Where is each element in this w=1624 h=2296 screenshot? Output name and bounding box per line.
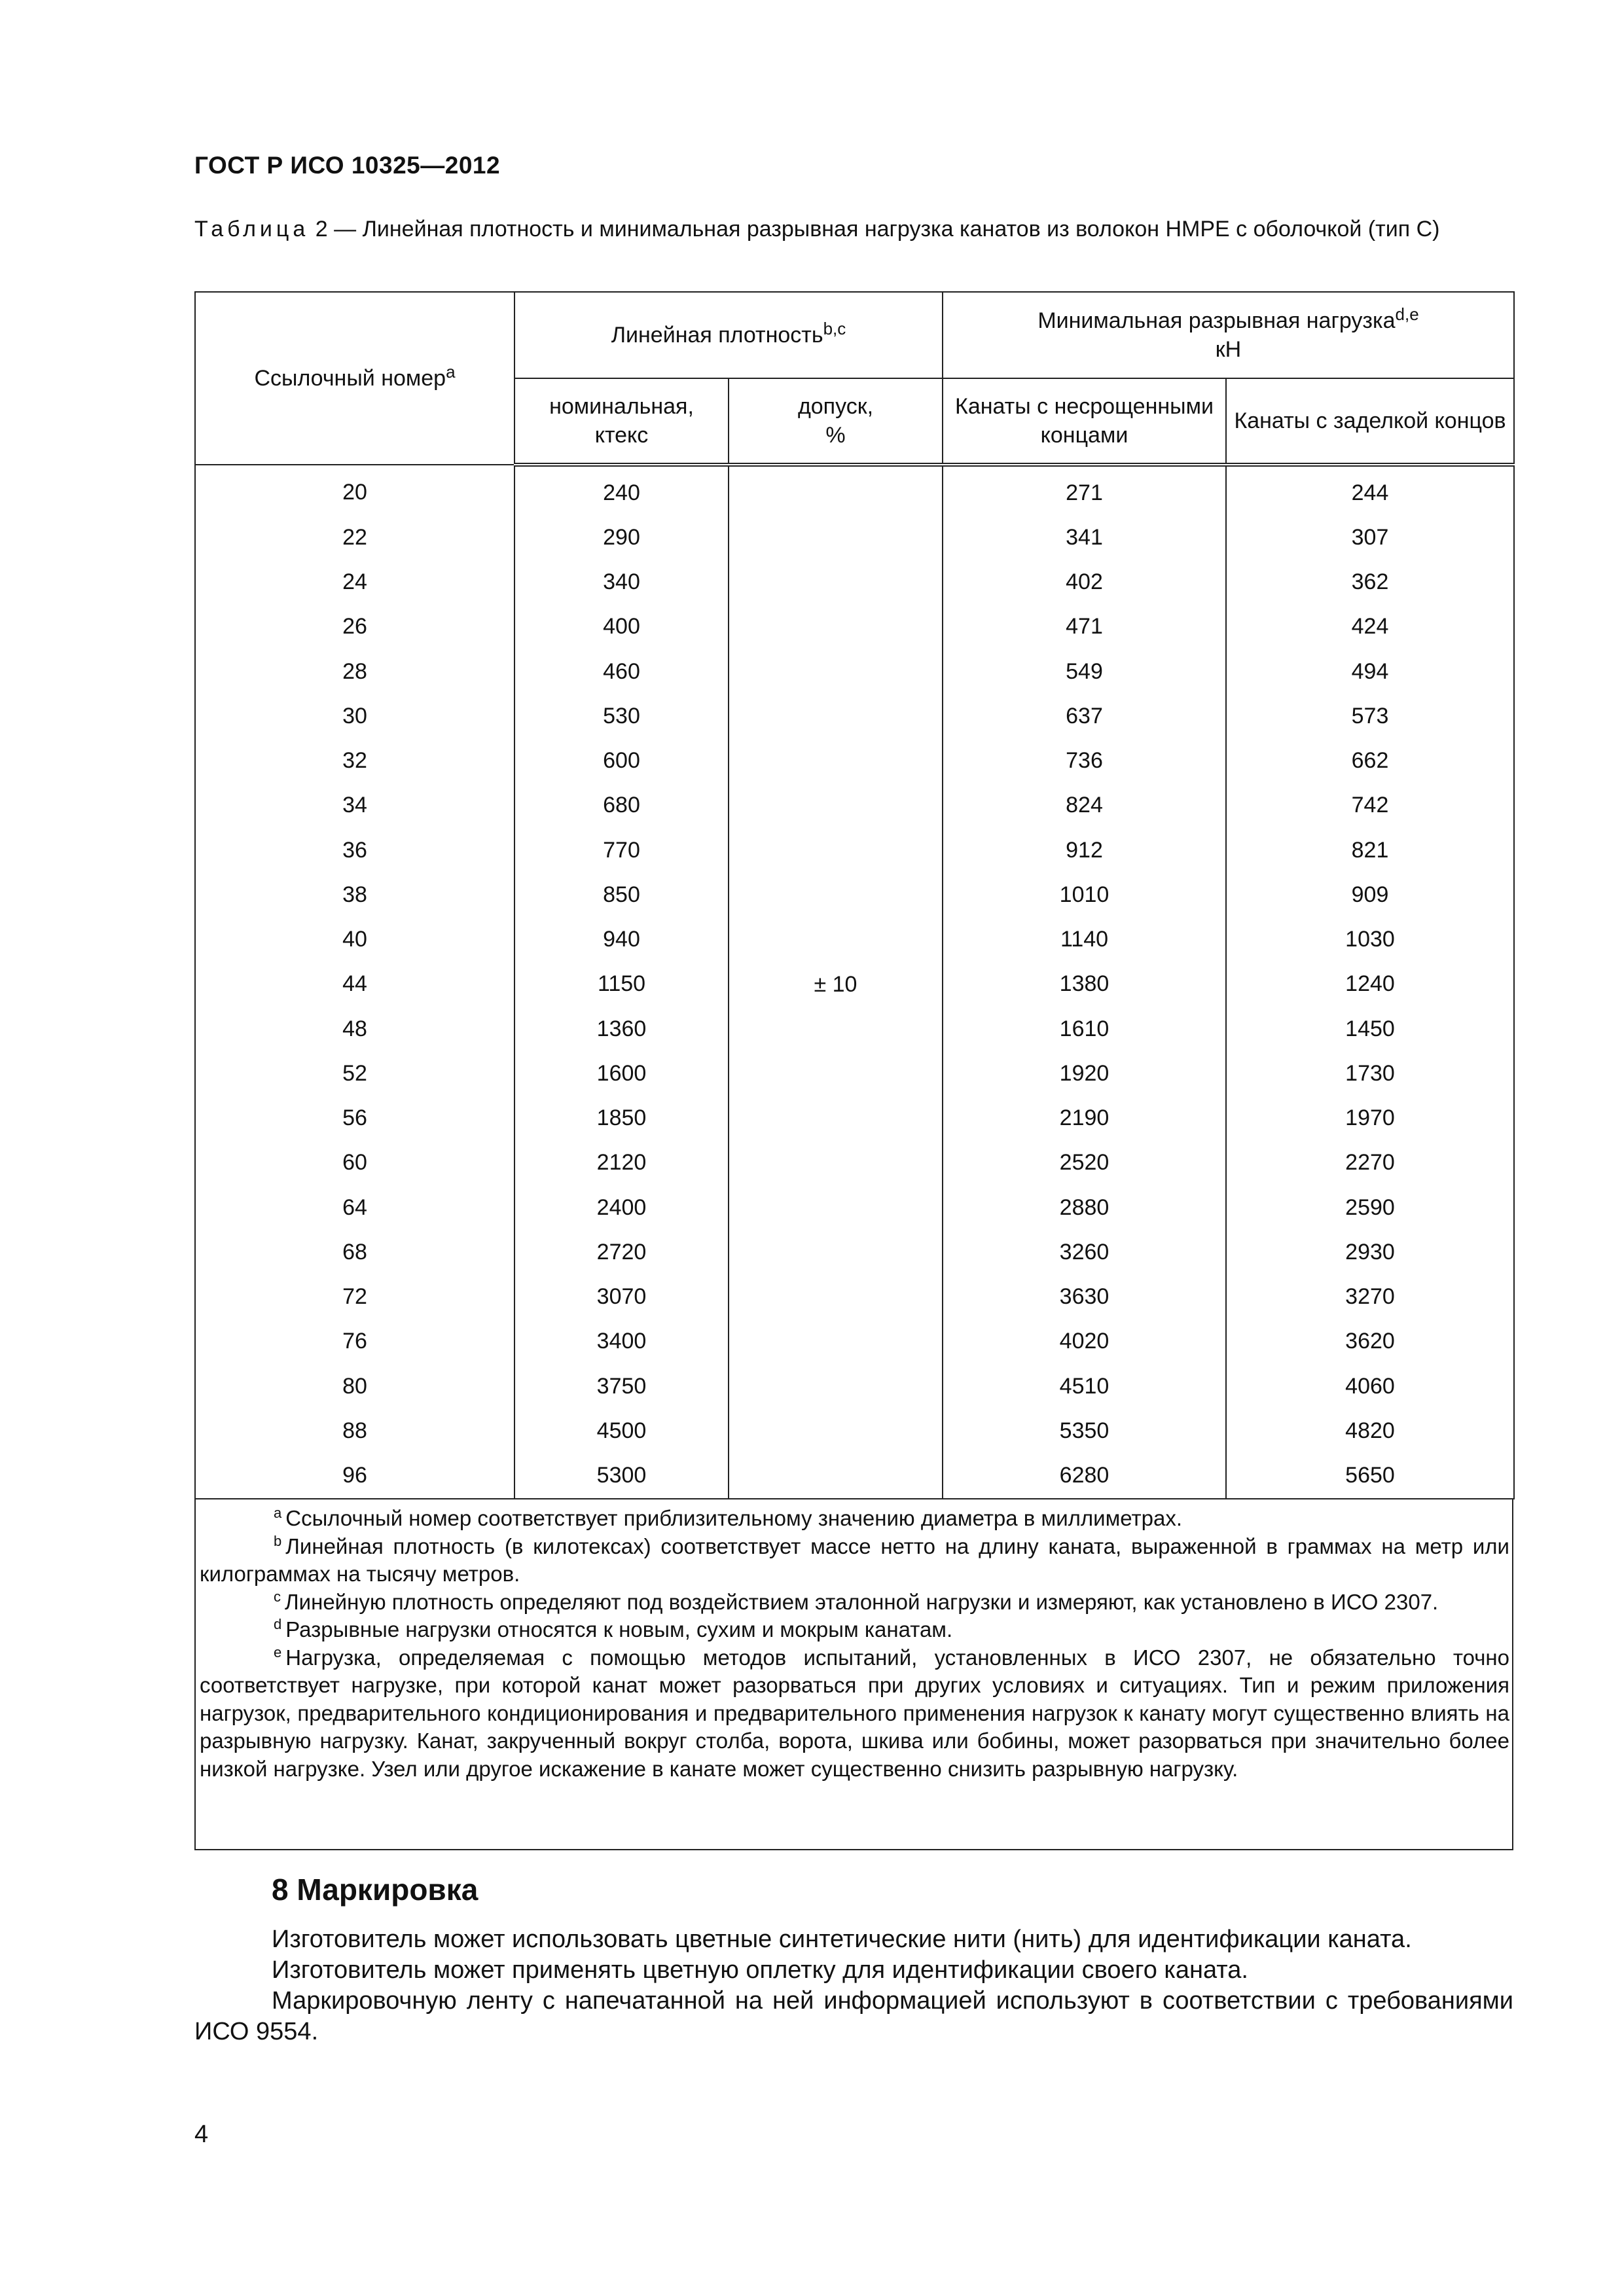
cell-nominal-density: 1360 bbox=[514, 1007, 729, 1051]
header-min-breaking-load: Минимальная разрывная нагрузка$^{d,e}$ кН bbox=[943, 292, 1514, 378]
cell-unspliced-load: 4510 bbox=[943, 1364, 1226, 1408]
cell-unspliced-load: 1380 bbox=[943, 962, 1226, 1007]
cell-ref-number: 68 bbox=[195, 1230, 514, 1274]
cell-unspliced-load: 402 bbox=[943, 560, 1226, 605]
cell-nominal-density: 290 bbox=[514, 515, 729, 560]
cell-spliced-load: 1730 bbox=[1226, 1051, 1514, 1096]
cell-ref-number: 26 bbox=[195, 605, 514, 649]
cell-spliced-load: 821 bbox=[1226, 828, 1514, 872]
cell-unspliced-load: 824 bbox=[943, 783, 1226, 828]
cell-unspliced-load: 5350 bbox=[943, 1408, 1226, 1453]
footnote bbox=[200, 1644, 1509, 1784]
cell-unspliced-load: 637 bbox=[943, 694, 1226, 738]
cell-ref-number: 40 bbox=[195, 918, 514, 962]
footnote-mark: e bbox=[274, 1643, 282, 1660]
cell-spliced-load: 3620 bbox=[1226, 1319, 1514, 1364]
cell-nominal-density: 2400 bbox=[514, 1185, 729, 1230]
cell-spliced-load: 1030 bbox=[1226, 918, 1514, 962]
cell-ref-number: 32 bbox=[195, 739, 514, 783]
cell-ref-number: 38 bbox=[195, 872, 514, 917]
cell-spliced-load: 1970 bbox=[1226, 1096, 1514, 1141]
cell-nominal-density: 680 bbox=[514, 783, 729, 828]
cell-ref-number: 22 bbox=[195, 515, 514, 560]
table-caption bbox=[194, 215, 1500, 243]
footnote-ref-a: a bbox=[446, 362, 456, 382]
cell-spliced-load: 2270 bbox=[1226, 1141, 1514, 1185]
cell-ref-number: 52 bbox=[195, 1051, 514, 1096]
cell-unspliced-load: 1010 bbox=[943, 872, 1226, 917]
cell-unspliced-load: 2520 bbox=[943, 1141, 1226, 1185]
paragraph: Изготовитель может применять цветную оплетку для идентификации своего каната. bbox=[272, 1956, 1248, 1984]
cell-nominal-density: 400 bbox=[514, 605, 729, 649]
cell-unspliced-load: 549 bbox=[943, 649, 1226, 694]
cell-ref-number: 88 bbox=[195, 1408, 514, 1453]
cell-spliced-load: 1450 bbox=[1226, 1007, 1514, 1051]
cell-nominal-density: 240 bbox=[514, 465, 729, 515]
cell-nominal-density: 1600 bbox=[514, 1051, 729, 1096]
cell-nominal-density: 1850 bbox=[514, 1096, 729, 1141]
cell-ref-number: 96 bbox=[195, 1454, 514, 1499]
footnote-mark: a bbox=[274, 1505, 282, 1521]
cell-unspliced-load: 471 bbox=[943, 605, 1226, 649]
cell-spliced-load: 2590 bbox=[1226, 1185, 1514, 1230]
footnote-mark: d bbox=[274, 1616, 282, 1632]
cell-nominal-density: 3400 bbox=[514, 1319, 729, 1364]
caption-text: — Линейная плотность и минимальная разрывная нагрузка канатов из волокон HMPE с оболочкой (тип С) bbox=[334, 217, 1440, 242]
cell-nominal-density: 5300 bbox=[514, 1454, 729, 1499]
footnote-mark: c bbox=[274, 1588, 281, 1605]
cell-spliced-load: 362 bbox=[1226, 560, 1514, 605]
footnote-text: Ссылочный номер соответствует приблизительному значению диаметра в миллиметрах. bbox=[285, 1506, 1183, 1530]
cell-tolerance: ± 10 bbox=[729, 465, 943, 1499]
footnote-text: Линейную плотность определяют под воздействием эталонной нагрузки и измеряют, как установлено в ИСО 2307. bbox=[285, 1589, 1439, 1614]
footnote-ref-de: d,e bbox=[1395, 304, 1419, 324]
cell-spliced-load: 742 bbox=[1226, 783, 1514, 828]
cell-unspliced-load: 1610 bbox=[943, 1007, 1226, 1051]
footnote-ref-bc: b,c bbox=[823, 319, 846, 338]
header-unit-kn: кН bbox=[1215, 337, 1242, 362]
cell-nominal-density: 2120 bbox=[514, 1141, 729, 1185]
footnote bbox=[200, 1616, 1509, 1644]
cell-unspliced-load: 6280 bbox=[943, 1454, 1226, 1499]
cell-nominal-density: 4500 bbox=[514, 1408, 729, 1453]
cell-ref-number: 64 bbox=[195, 1185, 514, 1230]
cell-nominal-density: 3070 bbox=[514, 1275, 729, 1319]
cell-nominal-density: 940 bbox=[514, 918, 729, 962]
paragraph: Маркировочную ленту с напечатанной на ней информацией используют в соответствии с требованиями ИСО 9554. bbox=[194, 1987, 1513, 2045]
cell-nominal-density: 530 bbox=[514, 694, 729, 738]
footnote-text: Нагрузка, определяемая с помощью методов испытаний, установленных в ИСО 2307, не обязательно точно соответствует нагрузке, при которой канат может разорваться при других условиях и ситуациях. Тип и режим приложения нагрузок, предварительного кондиционирования и предварительного применения нагрузок к канату могут существенно влиять на разрывную нагрузку. Канат, закрученный вокруг столба, ворота, шкива или бобины, может разорваться при значительно более низкой нагрузке. Узел или другое искажение в канате может существенно снизить разрывную нагрузку. bbox=[200, 1645, 1509, 1781]
footnote-mark: b bbox=[274, 1532, 282, 1549]
cell-ref-number: 34 bbox=[195, 783, 514, 828]
cell-spliced-load: 909 bbox=[1226, 872, 1514, 917]
cell-ref-number: 36 bbox=[195, 828, 514, 872]
cell-ref-number: 56 bbox=[195, 1096, 514, 1141]
section-body bbox=[194, 1924, 1513, 2047]
footnote bbox=[200, 1505, 1509, 1533]
document-header: ГОСТ Р ИСО 10325—2012 bbox=[194, 152, 501, 179]
header-tolerance: допуск, % bbox=[729, 378, 943, 465]
caption-label: Таблица bbox=[194, 217, 310, 242]
cell-ref-number: 20 bbox=[195, 465, 514, 515]
cell-spliced-load: 494 bbox=[1226, 649, 1514, 694]
cell-ref-number: 60 bbox=[195, 1141, 514, 1185]
cell-ref-number: 30 bbox=[195, 694, 514, 738]
cell-ref-number: 28 bbox=[195, 649, 514, 694]
cell-ref-number: 24 bbox=[195, 560, 514, 605]
cell-spliced-load: 4820 bbox=[1226, 1408, 1514, 1453]
cell-spliced-load: 3270 bbox=[1226, 1275, 1514, 1319]
cell-unspliced-load: 341 bbox=[943, 515, 1226, 560]
cell-spliced-load: 424 bbox=[1226, 605, 1514, 649]
cell-unspliced-load: 2190 bbox=[943, 1096, 1226, 1141]
header-spliced: Канаты с заделкой концов bbox=[1226, 378, 1514, 465]
footnote-text: Разрывные нагрузки относятся к новым, сухим и мокрым канатам. bbox=[285, 1617, 953, 1641]
footnote bbox=[200, 1588, 1509, 1617]
cell-spliced-load: 4060 bbox=[1226, 1364, 1514, 1408]
cell-spliced-load: 1240 bbox=[1226, 962, 1514, 1007]
cell-unspliced-load: 3630 bbox=[943, 1275, 1226, 1319]
cell-unspliced-load: 2880 bbox=[943, 1185, 1226, 1230]
cell-spliced-load: 307 bbox=[1226, 515, 1514, 560]
cell-nominal-density: 2720 bbox=[514, 1230, 729, 1274]
cell-unspliced-load: 1140 bbox=[943, 918, 1226, 962]
cell-ref-number: 76 bbox=[195, 1319, 514, 1364]
header-linear-density: Линейная плотность$^{b,c}$ bbox=[514, 292, 943, 378]
cell-nominal-density: 340 bbox=[514, 560, 729, 605]
cell-unspliced-load: 1920 bbox=[943, 1051, 1226, 1096]
cell-unspliced-load: 736 bbox=[943, 739, 1226, 783]
cell-nominal-density: 600 bbox=[514, 739, 729, 783]
cell-nominal-density: 770 bbox=[514, 828, 729, 872]
footnote-text: Линейная плотность (в килотексах) соответствует массе нетто на длину каната, выраженной в граммах на метр или килограммах на тысячу метров. bbox=[200, 1534, 1509, 1586]
page-number: 4 bbox=[194, 2121, 209, 2148]
table-footnotes bbox=[194, 1498, 1513, 1850]
cell-ref-number: 48 bbox=[195, 1007, 514, 1051]
cell-ref-number: 72 bbox=[195, 1275, 514, 1319]
cell-nominal-density: 1150 bbox=[514, 962, 729, 1007]
cell-unspliced-load: 4020 bbox=[943, 1319, 1226, 1364]
paragraph: Изготовитель может использовать цветные синтетические нити (нить) для идентификации каната. bbox=[272, 1926, 1412, 1953]
caption-number: 2 bbox=[315, 217, 328, 242]
section-heading: 8 Маркировка bbox=[272, 1873, 478, 1907]
header-nominal: номинальная, ктекс bbox=[514, 378, 729, 465]
cell-spliced-load: 5650 bbox=[1226, 1454, 1514, 1499]
cell-spliced-load: 244 bbox=[1226, 465, 1514, 515]
cell-spliced-load: 573 bbox=[1226, 694, 1514, 738]
header-unspliced: Канаты с несрощенными концами bbox=[943, 378, 1226, 465]
header-ref-number: Ссылочный номер$^a$ bbox=[195, 292, 514, 465]
cell-unspliced-load: 3260 bbox=[943, 1230, 1226, 1274]
footnote bbox=[200, 1533, 1509, 1588]
cell-ref-number: 80 bbox=[195, 1364, 514, 1408]
data-table bbox=[194, 291, 1515, 1499]
table-row bbox=[195, 465, 1514, 515]
table-body bbox=[195, 465, 1514, 1499]
cell-unspliced-load: 912 bbox=[943, 828, 1226, 872]
cell-unspliced-load: 271 bbox=[943, 465, 1226, 515]
cell-ref-number: 44 bbox=[195, 962, 514, 1007]
cell-nominal-density: 850 bbox=[514, 872, 729, 917]
cell-nominal-density: 3750 bbox=[514, 1364, 729, 1408]
cell-spliced-load: 662 bbox=[1226, 739, 1514, 783]
cell-nominal-density: 460 bbox=[514, 649, 729, 694]
cell-spliced-load: 2930 bbox=[1226, 1230, 1514, 1274]
